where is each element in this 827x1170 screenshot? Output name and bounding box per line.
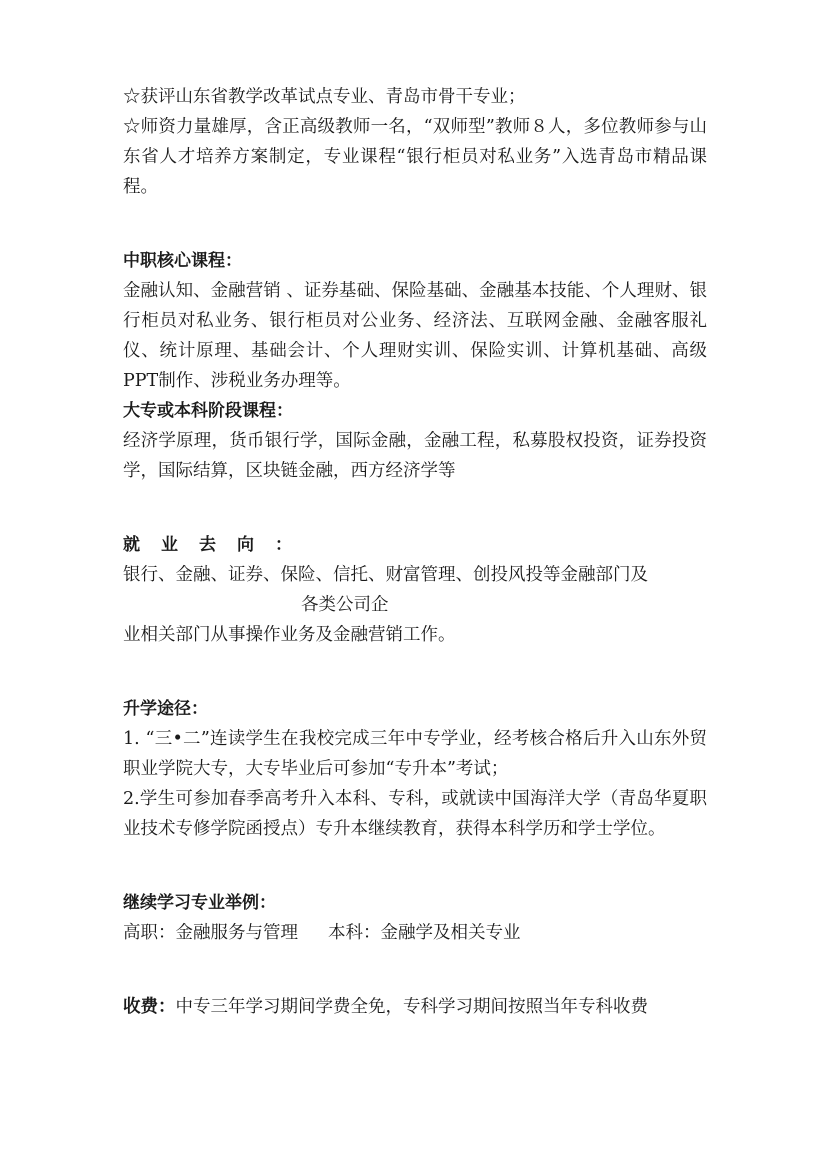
higher-vocational-major: 高职：金融服务与管理 xyxy=(123,923,298,943)
further-study-item-1: 1. “三•二”连读学生在我校完成三年中专学业，经考核合格后升入山东外贸职业学院大专，大专毕业后可参加“专升本”考试； xyxy=(123,729,707,779)
employment-line-3: 业相关部门从事操作业务及金融营销工作。 xyxy=(123,625,456,645)
spacer xyxy=(123,844,707,874)
spacer xyxy=(123,516,707,530)
core-courses-body: 金融认知、金融营销 、证券基础、保险基础、金融基本技能、个人理财、银行柜员对私业务、银行柜员对公业务、经济法、互联网金融、金融客服礼仪、统计原理、基础会计、个人理财实训、保险实训、计算机基础、高级PPT制作、涉税业务办理等。 xyxy=(123,281,707,391)
core-courses-heading: 中职核心课程： xyxy=(123,251,242,271)
document-page xyxy=(123,82,707,1022)
fees-label: 收费： xyxy=(123,997,176,1017)
spacer xyxy=(123,486,707,516)
fees-line xyxy=(123,992,707,1022)
further-study-heading: 升学途径： xyxy=(123,699,208,719)
continue-majors-heading: 继续学习专业举例： xyxy=(123,893,276,913)
employment-heading: 就业去向： xyxy=(123,535,313,555)
college-courses-body: 经济学原理，货币银行学，国际金融，金融工程，私募股权投资，证券投资学，国际结算，区块链金融，西方经济学等 xyxy=(123,431,707,481)
further-study-item-2: 2.学生可参加春季高考升入本科、专科，或就读中国海洋大学（青岛华夏职业技术专修学院函授点）专升本继续教育，获得本科学历和学士学位。 xyxy=(123,789,707,839)
college-courses-heading: 大专或本科阶段课程： xyxy=(123,401,293,421)
spacer xyxy=(123,874,707,888)
highlight-line-2: ☆师资力量雄厚，含正高级教师一名，“双师型”教师８人，多位教师参与山东省人才培养方案制定，专业课程“银行柜员对私业务”入选青岛市精品课程。 xyxy=(123,117,707,197)
employment-line-2: 各类公司企 xyxy=(301,595,389,615)
undergraduate-major: 本科：金融学及相关专业 xyxy=(328,923,521,943)
spacer xyxy=(123,948,707,978)
spacer xyxy=(123,978,707,992)
fees-body: 中专三年学习期间学费全免，专科学习期间按照当年专科收费 xyxy=(175,997,648,1017)
spacer xyxy=(123,680,707,694)
employment-line-1: 银行、金融、证券、保险、信托、财富管理、创投风投等金融部门及 xyxy=(123,565,648,585)
spacer xyxy=(123,202,707,232)
highlight-line-1: ☆获评山东省教学改革试点专业、青岛市骨干专业； xyxy=(123,87,526,107)
spacer xyxy=(123,232,707,246)
spacer xyxy=(123,650,707,680)
continue-majors-line xyxy=(123,918,707,948)
